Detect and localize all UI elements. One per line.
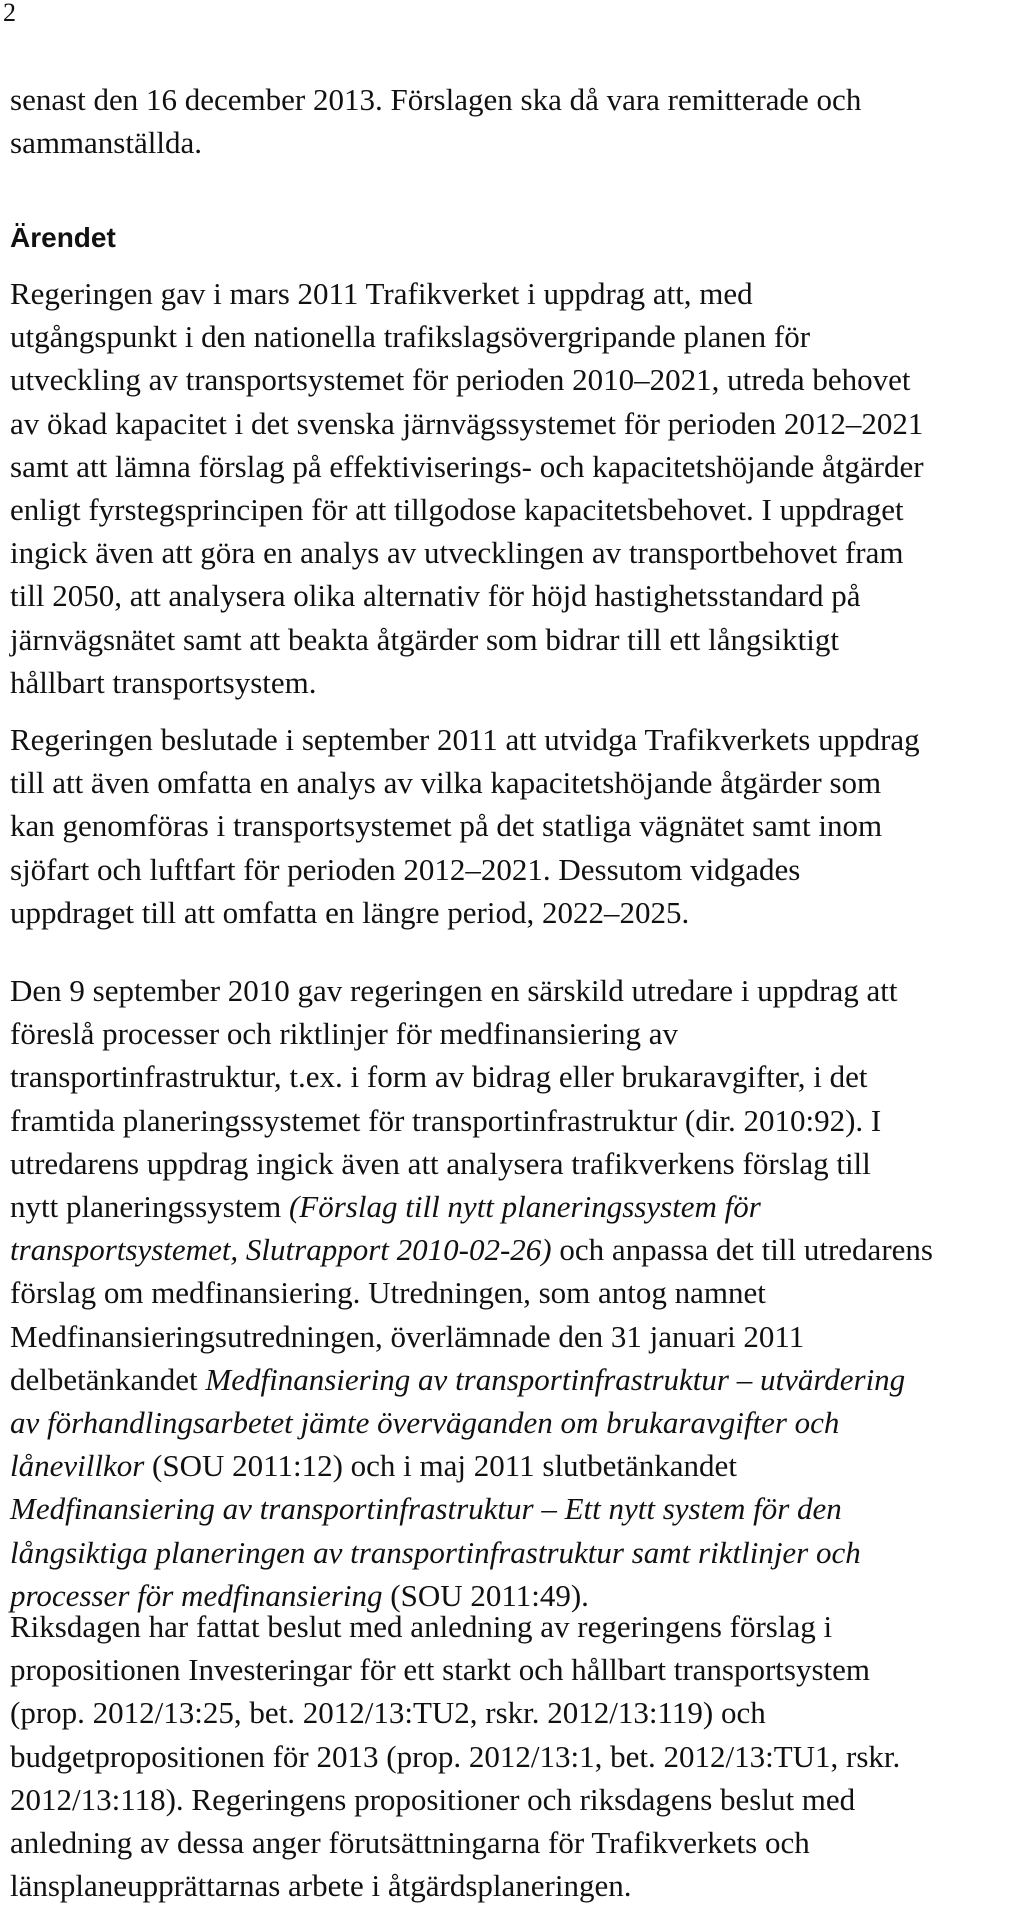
italic-title: (Förslag till nytt planeringssystem för	[288, 1189, 761, 1225]
italic-title: Medfinansiering av transportinfrastruktur – utvärdering	[205, 1361, 906, 1397]
paragraph-1	[10, 272, 1024, 704]
text-line: transportinfrastruktur, t.ex. i form av bidrag eller brukaravgifter, i det	[10, 1059, 868, 1095]
text-line: senast den 16 december 2013. Förslagen ska då vara remitterade och	[10, 82, 862, 117]
text-run: (SOU 2011:12) och i maj 2011 slutbetänkandet	[144, 1448, 737, 1484]
text-line	[10, 1444, 1024, 1487]
italic-title: transportsystemet, Slutrapport 2010-02-26)	[10, 1232, 552, 1268]
text-line	[10, 1185, 1024, 1228]
italic-title: lånevillkor	[10, 1448, 145, 1484]
text-line: budgetpropositionen för 2013 (prop. 2012/13:1, bet. 2012/13:TU1, rskr.	[10, 1738, 901, 1774]
text-line: kan genomföras i transportsystemet på det statliga vägnätet samt inom	[10, 808, 883, 844]
text-line: (prop. 2012/13:25, bet. 2012/13:TU2, rskr. 2012/13:119) och	[10, 1695, 766, 1731]
text-line: järnvägsnätet samt att beakta åtgärder som bidrar till ett långsiktigt	[10, 621, 839, 657]
text-line: sammanställda.	[10, 125, 202, 160]
text-line: utgångspunkt i den nationella trafikslagsövergripande planen för	[10, 319, 811, 355]
italic-title: långsiktiga planeringen av transportinfrastruktur samt riktlinjer och	[10, 1534, 861, 1570]
text-run: delbetänkandet	[10, 1361, 206, 1397]
text-line: framtida planeringssystemet för transportinfrastruktur (dir. 2010:92). I	[10, 1102, 882, 1138]
text-line: föreslå processer och riktlinjer för medfinansiering av	[10, 1016, 678, 1052]
text-line	[10, 1401, 1024, 1444]
text-line: till att även omfatta en analys av vilka kapacitetshöjande åtgärder som	[10, 765, 882, 801]
text-line	[10, 1531, 1024, 1574]
section-heading: Ärendet	[10, 222, 116, 253]
text-line: till 2050, att analysera olika alternativ för höjd hastighetsstandard på	[10, 578, 861, 614]
text-line: Riksdagen har fattat beslut med anledning av regeringens förslag i	[10, 1609, 833, 1644]
text-line: länsplaneupprättarnas arbete i åtgärdsplaneringen.	[10, 1868, 632, 1904]
italic-title: Medfinansiering av transportinfrastruktur – Ett nytt system för den	[10, 1491, 842, 1527]
text-line: samt att lämna förslag på effektiviserings- och kapacitetshöjande åtgärder	[10, 448, 924, 484]
paragraph-2	[10, 718, 1024, 934]
text-line: Regeringen gav i mars 2011 Trafikverket i uppdrag att, med	[10, 276, 753, 311]
page-number: 2	[3, 0, 16, 27]
text-line: utredarens uppdrag ingick även att analysera trafikverkens förslag till	[10, 1145, 871, 1181]
italic-title: av förhandlingsarbetet jämte överväganden om brukaravgifter och	[10, 1405, 840, 1441]
text-line: uppdraget till att omfatta en längre period, 2022–2025.	[10, 894, 690, 930]
italic-title: processer för medfinansiering	[10, 1577, 383, 1613]
text-line: Den 9 september 2010 gav regeringen en särskild utredare i uppdrag att	[10, 973, 898, 1008]
text-line: propositionen Investeringar för ett starkt och hållbart transportsystem	[10, 1652, 871, 1688]
paragraph-4	[10, 1605, 1024, 1907]
text-run: (SOU 2011:49).	[382, 1577, 589, 1613]
text-line: sjöfart och luftfart för perioden 2012–2021. Dessutom vidgades	[10, 851, 801, 887]
text-line: enligt fyrstegsprincipen för att tillgodose kapacitetsbehovet. I uppdraget	[10, 492, 904, 528]
text-line	[10, 1228, 1024, 1271]
text-run: och anpassa det till utredarens	[551, 1232, 933, 1268]
text-run: nytt planeringssystem	[10, 1189, 289, 1225]
text-line: utveckling av transportsystemet för perioden 2010–2021, utreda behovet	[10, 362, 911, 398]
text-line: Regeringen beslutade i september 2011 att utvidga Trafikverkets uppdrag	[10, 722, 920, 757]
text-line	[10, 1358, 1024, 1401]
text-line: anledning av dessa anger förutsättningarna för Trafikverkets och	[10, 1825, 810, 1861]
text-line: av ökad kapacitet i det svenska järnvägssystemet för perioden 2012–2021	[10, 405, 924, 441]
text-line: ingick även att göra en analys av utvecklingen av transportbehovet fram	[10, 535, 904, 571]
text-line: 2012/13:118). Regeringens propositioner och riksdagens beslut med	[10, 1781, 856, 1817]
text-line	[10, 1487, 1024, 1530]
text-line: hållbart transportsystem.	[10, 664, 317, 700]
intro-paragraph	[10, 78, 1020, 164]
paragraph-3	[10, 969, 1024, 1617]
text-line: Medfinansieringsutredningen, överlämnade den 31 januari 2011	[10, 1318, 805, 1354]
text-line: förslag om medfinansiering. Utredningen, som antog namnet	[10, 1275, 766, 1311]
